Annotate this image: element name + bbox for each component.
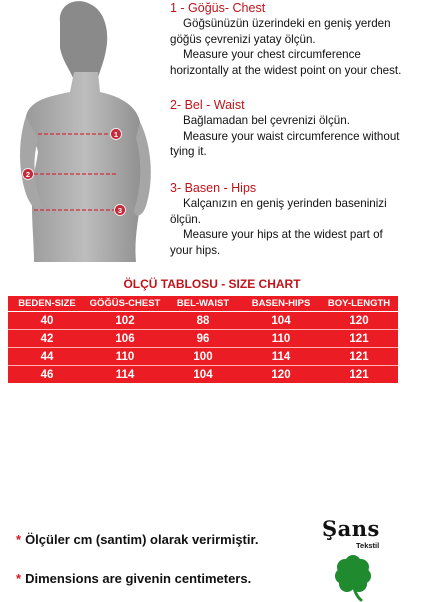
figure-torso [26, 72, 145, 262]
table-cell: 110 [242, 330, 320, 348]
table-cell: 42 [8, 330, 86, 348]
table-row [8, 366, 398, 384]
hips-en-line: your hips. [170, 243, 221, 257]
waist-tr-line: Bağlamadan bel çevrenizi ölçün. [183, 114, 350, 127]
header-waist: BEL-WAIST [164, 296, 242, 312]
waist-en-line: tying it. [170, 145, 207, 158]
table-row [8, 312, 398, 330]
table-cell: 88 [164, 312, 242, 330]
header-size: BEDEN-SIZE [8, 296, 86, 312]
table-cell: 120 [320, 312, 398, 330]
table-row [8, 330, 398, 348]
table-cell: 121 [320, 366, 398, 384]
table-cell: 104 [164, 366, 242, 384]
note-star: * [16, 532, 22, 547]
table-cell: 102 [86, 312, 164, 330]
hips-title: 3- Basen - Hips [170, 181, 257, 195]
body-measurement-figure [0, 0, 170, 262]
size-chart-table [8, 296, 398, 384]
hips-marker-label: 3 [117, 206, 123, 215]
waist-title: 2- Bel - Waist [170, 98, 245, 112]
table-cell: 44 [8, 348, 86, 366]
chest-en-line: Measure your chest circumference [183, 48, 361, 61]
hips-marker [115, 205, 126, 216]
chest-tr-line: Göğsünüzün üzerindeki en geniş yerden [183, 17, 391, 30]
table-cell: 120 [242, 366, 320, 384]
table-cell: 106 [86, 330, 164, 348]
waist-section [170, 98, 422, 160]
table-cell: 114 [242, 348, 320, 366]
note-turkish-text: Ölçüler cm (santim) olarak verirmiştir. [25, 532, 259, 547]
table-cell: 121 [320, 330, 398, 348]
header-hips: BASEN-HIPS [242, 296, 320, 312]
waist-marker [23, 169, 34, 180]
hips-en-line: Measure your hips at the widest part of [183, 228, 383, 241]
note-english [16, 571, 251, 586]
waist-en-line: Measure your waist circumference without [183, 129, 400, 143]
table-cell: 114 [86, 366, 164, 384]
table-cell: 104 [242, 312, 320, 330]
chest-marker-label: 1 [113, 130, 119, 139]
chest-marker [111, 129, 122, 140]
table-cell: 46 [8, 366, 86, 384]
brand-name: Şans [322, 516, 380, 541]
hips-tr-line: Kalçanızın en geniş yerinden baseninizi [183, 197, 387, 210]
chest-section [170, 1, 422, 78]
size-chart-header-row [8, 296, 398, 312]
brand-subtitle: Tekstil [356, 541, 380, 550]
table-cell: 110 [86, 348, 164, 366]
hips-tr-line: ölçün. [170, 212, 201, 226]
chest-title: 1 - Göğüs- Chest [170, 1, 266, 15]
table-cell: 121 [320, 348, 398, 366]
table-cell: 96 [164, 330, 242, 348]
table-row [8, 348, 398, 366]
chest-tr-line: göğüs çevrenizi yatay ölçün. [170, 32, 316, 46]
note-english-text: Dimensions are givenin centimeters. [25, 571, 252, 586]
clover-icon [328, 554, 378, 602]
hips-section [170, 181, 422, 258]
note-turkish [16, 532, 258, 547]
note-star: * [16, 571, 22, 586]
table-cell: 100 [164, 348, 242, 366]
header-length: BOY-LENGTH [320, 296, 398, 312]
size-chart-title: ÖLÇÜ TABLOSU - SIZE CHART [123, 277, 301, 291]
header-chest: GÖĞÜS-CHEST [86, 296, 164, 312]
figure-head [60, 1, 107, 80]
waist-marker-label: 2 [25, 170, 31, 179]
table-cell: 40 [8, 312, 86, 330]
chest-en-line: horizontally at the widest point on your chest. [170, 63, 402, 77]
